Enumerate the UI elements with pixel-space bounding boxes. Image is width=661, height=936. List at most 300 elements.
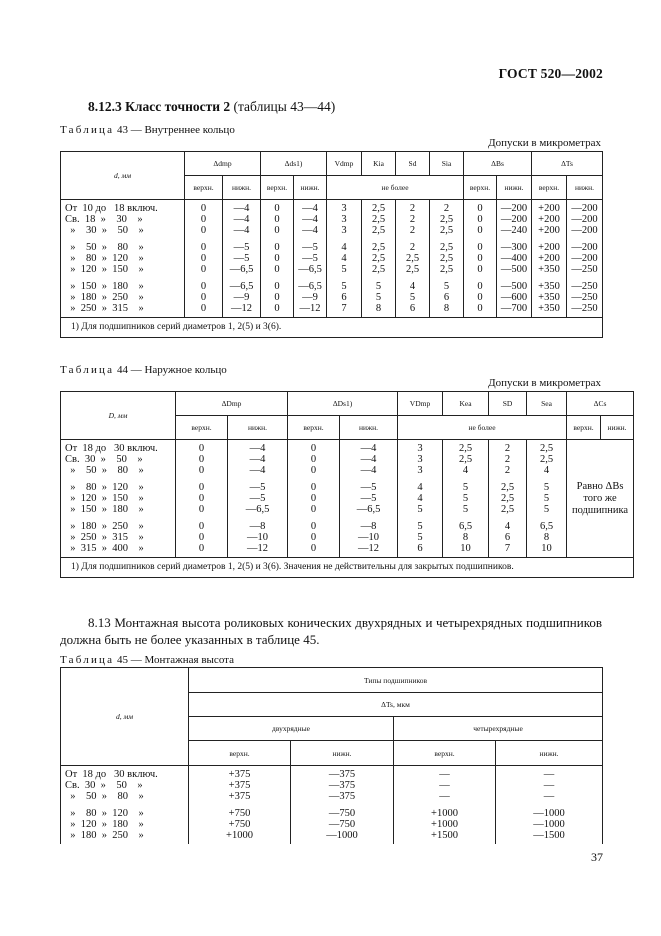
cell-value: —500 [500,281,528,292]
cell-value: 2 [504,465,511,476]
cell-value: —6,5 [298,264,322,275]
cell-value: 0 [198,465,205,476]
cell-value: —750 [328,819,356,830]
table45-h-lower: нижн. [496,741,603,766]
cell-value: +750 [228,819,251,830]
cell-value: 0 [200,203,207,214]
cell-value: —9 [302,292,318,303]
cell-value: 3 [341,203,347,214]
table43-h-lower: нижн. [223,176,261,200]
cell-value: 2,5 [371,242,386,253]
cell-value: —250 [571,264,598,275]
cell-value: 5 [462,504,469,515]
cell-value: 8 [543,532,550,543]
cell-value: 0 [200,225,207,236]
table43-caption [60,124,235,136]
table45-caption-rest: 45 — Монтажная высота [114,654,234,666]
cell-value: 0 [200,292,207,303]
cell-value: —375 [328,769,356,780]
cell-value: —200 [571,242,598,253]
cell-value: 0 [200,214,207,225]
table43-h-bs: ΔBs [464,152,532,176]
cell-value: — [543,769,555,780]
table44-h-lower: нижн. [228,416,288,440]
cell-value: » 250 » 315 » [65,303,144,314]
table43-h-not-more: не более [327,176,464,200]
cell-value: 4 [543,465,550,476]
table44-h-upper: верхн. [176,416,228,440]
cell-value: 2,5 [371,253,386,264]
cell-value: 5 [341,264,347,275]
cell-value: 5 [543,504,550,515]
cell-value: 0 [477,253,483,264]
table44-h-sd: SD [489,392,527,416]
cell-value: 4 [409,281,416,292]
cell-value: —4 [249,454,266,465]
table45-h-upper: верхн. [394,741,496,766]
cell-value: 0 [310,493,317,504]
cell-value: 0 [310,521,317,532]
cell-value: 5 [443,281,450,292]
cell-value: 8 [375,303,382,314]
cell-value: —500 [500,264,528,275]
cell-value: —4 [233,214,250,225]
table44-h-lower: нижн. [601,416,634,440]
table43-col-d: d, мм [61,152,185,200]
cell-value: 5 [462,482,469,493]
cell-value: +200 [538,214,560,225]
cell-value: —4 [249,465,266,476]
cell-value: —5 [233,253,250,264]
cell-value: +1500 [431,830,458,841]
table43-ds-lo [294,203,326,314]
table45-col-d: d, мм [61,668,189,766]
cell-value: —1000 [326,830,358,841]
table45-h-types: Типы подшипников [189,668,603,693]
cell-value: —4 [360,443,377,454]
cell-value: 6,5 [458,521,473,532]
cell-value: 0 [274,281,280,292]
cell-value: 2,5 [439,214,454,225]
section-title [88,99,335,115]
cell-value: 6 [341,292,347,303]
cell-value: —700 [500,303,528,314]
cell-value: » 250 » 315 » [65,532,144,543]
cell-value: —6,5 [229,281,254,292]
table44-h-upper: верхн. [288,416,340,440]
cell-value: 0 [477,303,483,314]
table43-d-lines [65,203,184,314]
cell-value: 0 [200,253,207,264]
table43-h-upper: верхн. [532,176,567,200]
cell-value: 2,5 [539,443,554,454]
cell-value: —5 [302,242,318,253]
cell-value: » 30 » 50 » [65,225,144,236]
table44-tolerance-note: Допуски в микрометрах [488,377,601,389]
table43-d-cell [61,200,185,318]
section-ref: (таблицы 43—44) [233,99,336,114]
cell-value: » 80 » 120 » [65,482,144,493]
table44-sea [527,443,566,554]
cell-value: 0 [198,482,205,493]
paragraph-8-13 [60,614,602,648]
cell-value: 0 [198,493,205,504]
cell-value: 2,5 [371,264,386,275]
table44-h-ds: ΔDs1) [288,392,398,416]
cell-value: +350 [538,264,560,275]
cell-value: 3 [417,443,423,454]
cell-value: —200 [571,203,598,214]
cell-value: 8 [443,303,450,314]
cell-value: 5 [409,292,416,303]
table43-sia [430,203,463,314]
table43-h-upper: верхн. [464,176,497,200]
cell-value: 6 [504,532,511,543]
table44-dmp-up [176,443,227,554]
table45-h-lower: нижн. [291,741,394,766]
cell-value: 0 [274,253,280,264]
cell-value: —5 [360,493,377,504]
table44-d-lines [65,443,175,554]
cell-value: 2 [409,214,416,225]
cell-value: 3 [341,225,347,236]
cell-value: 0 [310,532,317,543]
cell-value: » 120 » 150 » [65,493,144,504]
cell-value: 5 [417,504,423,515]
cell-value: —10 [358,532,380,543]
cell-value: 4 [417,482,423,493]
cell-value: —4 [302,225,318,236]
cell-value: 2,5 [439,225,454,236]
cell-value: 2,5 [500,504,515,515]
cell-value: 4 [462,465,469,476]
cell-value: 0 [310,465,317,476]
cell-value: 0 [198,521,205,532]
table43-kia [362,203,395,314]
table44-h-upper: верхн. [567,416,601,440]
cell-value: 0 [198,543,205,554]
table43-h-upper: верхн. [261,176,294,200]
cell-value: 0 [274,303,280,314]
cell-value: —200 [571,253,598,264]
table43-h-lower: нижн. [294,176,327,200]
table45-h-double: двухрядные [189,717,394,741]
cell-value: 2,5 [371,214,386,225]
table44-dmp-lo [228,443,287,554]
table43-h-vdmp: Vdmp [327,152,362,176]
cell-value: 7 [341,303,347,314]
table45-dr-up [189,769,290,841]
section-heading: Класс точности 2 [125,99,231,114]
cell-value: —12 [358,543,380,554]
cell-value: 0 [310,504,317,515]
cell-value: +350 [538,303,560,314]
paragraph-text: Монтажная высота роликовых конических двухрядных и четырехрядных подшипников должна быть не более указанных в таблице 45. [60,615,603,647]
table44-ds-up [288,443,339,554]
table44-footnote: 1) Для подшипников серий диаметров 1, 2(5) и 3(6). Значения не действительны для закрытых подшипников. [61,558,634,578]
cell-value: 0 [200,242,207,253]
cell-value: +1000 [431,808,458,819]
cell-value: » 50 » 80 » [65,242,144,253]
cell-value: —5 [249,493,266,504]
cell-value: —12 [299,303,321,314]
table45 [60,667,603,844]
table44-h-dmp: ΔDmp [176,392,288,416]
table43-footnote: 1) Для подшипников серий диаметров 1, 2(5) и 3(6). [61,318,603,338]
cell-value: 6 [443,292,450,303]
cell-value: +375 [228,769,251,780]
cell-value: 3 [417,465,423,476]
cell-value: 2,5 [405,253,420,264]
table43-ts-lo [567,203,602,314]
table43-bs-lo [497,203,531,314]
cell-value: 0 [198,504,205,515]
table43-sd [396,203,429,314]
cell-value: 5 [543,493,550,504]
cell-value: —5 [249,482,266,493]
cell-value: 10 [460,543,471,554]
cell-value: 8 [462,532,469,543]
table43-ts-up [532,203,566,314]
cell-value: +200 [538,203,560,214]
cell-value: 2,5 [458,454,473,465]
cell-value: 0 [477,281,483,292]
cell-value: —300 [500,242,528,253]
cell-value: —4 [249,443,266,454]
cell-value: +375 [228,791,251,802]
cell-value: —9 [233,292,250,303]
table44-h-kea: Kea [443,392,489,416]
cell-value: —375 [328,780,356,791]
table44-sd [489,443,526,554]
table43-h-lower: нижн. [567,176,603,200]
cell-value: 0 [200,303,207,314]
cell-value: » 180 » 250 » [65,292,144,303]
cell-value: 2 [409,203,416,214]
cell-value: 0 [477,242,483,253]
cell-value: +375 [228,780,251,791]
cell-value: 6 [409,303,416,314]
cell-value: —5 [360,482,377,493]
cell-value: 0 [477,264,483,275]
table43-h-sd: Sd [396,152,430,176]
cell-value: 0 [310,443,317,454]
cell-value: 0 [310,482,317,493]
cell-value: —8 [360,521,377,532]
cell-value: » 80 » 120 » [65,808,144,819]
cell-value: — [439,780,450,791]
cell-value: 6 [417,543,423,554]
cell-value: 0 [274,292,280,303]
cell-value: —4 [233,203,250,214]
cell-value: » 50 » 80 » [65,791,144,802]
cell-value: 5 [417,521,423,532]
table45-fr-up [394,769,495,841]
cell-value: —750 [328,808,356,819]
cell-value: —8 [249,521,266,532]
standard-header: ГОСТ 520—2002 [498,66,603,81]
cell-value: —250 [571,303,598,314]
cell-value: 0 [200,281,207,292]
cell-value: 0 [198,454,205,465]
cell-value: 2 [443,203,450,214]
cell-value: » 180 » 250 » [65,521,144,532]
table44-vdmp [398,443,442,554]
cell-value: 0 [200,264,207,275]
cell-value: 0 [198,443,205,454]
cell-value: —10 [247,532,268,543]
cell-value: 0 [274,203,280,214]
cell-value: +200 [538,225,560,236]
table44-h-vdmp: VDmp [398,392,443,416]
table43-ds-up [261,203,293,314]
cell-value: 0 [274,264,280,275]
table43-caption-label: Таблица [60,124,115,136]
cell-value: 4 [341,242,347,253]
cell-value: +350 [538,292,560,303]
table43-caption-rest: 43 — Внутреннее кольцо [114,124,235,136]
table43 [60,151,603,338]
cell-value: 5 [462,493,469,504]
cell-value: 2 [409,225,416,236]
cell-value: От 10 до 18 включ. [65,203,158,214]
cell-value: 5 [375,281,382,292]
cell-value: 2,5 [539,454,554,465]
cell-value: 2,5 [500,493,515,504]
table44-caption-rest: 44 — Наружное кольцо [114,364,227,376]
table44-col-d: D, мм [61,392,176,440]
cell-value: » 180 » 250 » [65,830,144,841]
cell-value: 7 [504,543,511,554]
table43-h-dmp: Δdmp [185,152,261,176]
cell-value: 5 [375,292,382,303]
table45-caption-label: Таблица [60,654,115,666]
table43-dmp-up [185,203,222,314]
cell-value: 2,5 [371,203,386,214]
cell-value: » 120 » 180 » [65,819,144,830]
cell-value: —5 [233,242,250,253]
cell-value: Св. 18 » 30 » [65,214,143,225]
cell-value: —12 [231,303,252,314]
cell-value: +1000 [431,819,458,830]
table45-caption [60,654,234,666]
table44-caption-label: Таблица [60,364,115,376]
cell-value: —4 [233,225,250,236]
cell-value: 0 [310,543,317,554]
cell-value: 2,5 [458,443,473,454]
cell-value: —250 [571,292,598,303]
paragraph-number: 8.13 [88,615,111,630]
cell-value: +1000 [226,830,253,841]
cell-value: 2 [409,242,416,253]
cell-value: —400 [500,253,528,264]
cell-value: 2 [504,443,511,454]
cell-value: Св. 30 » 50 » [65,780,143,791]
cell-value: » 150 » 180 » [65,281,144,292]
cell-value: 0 [477,292,483,303]
table44-cs-note: Равно ΔBs того же подшипника [567,440,634,558]
cell-value: —6,5 [229,264,254,275]
cell-value: » 80 » 120 » [65,253,144,264]
table44-h-lower: нижн. [340,416,398,440]
table45-h-upper: верхн. [189,741,291,766]
table44-h-sea: Sea [527,392,567,416]
cell-value: —4 [360,454,377,465]
cell-value: » 315 » 400 » [65,543,144,554]
table43-dmp-lo [223,203,260,314]
cell-value: +200 [538,253,560,264]
cell-value: 4 [504,521,511,532]
cell-value: —600 [500,292,528,303]
cell-value: » 150 » 180 » [65,504,144,515]
table44-caption [60,364,227,376]
table45-d-lines [65,769,188,841]
cell-value: —375 [328,791,356,802]
cell-value: —240 [500,225,528,236]
table45-fr-lo [496,769,602,841]
cell-value: » 120 » 150 » [65,264,144,275]
cell-value: +200 [538,242,560,253]
cell-value: —200 [500,203,528,214]
cell-value: 10 [541,543,552,554]
table44-h-not-more: не более [398,416,567,440]
table43-tolerance-note: Допуски в микрометрах [488,137,601,149]
cell-value: 0 [310,454,317,465]
cell-value: 5 [417,532,423,543]
cell-value: » 50 » 80 » [65,465,144,476]
cell-value: —6,5 [245,504,270,515]
table45-dr-lo [291,769,393,841]
section-number: 8.12.3 [88,99,122,114]
cell-value: — [439,791,450,802]
cell-value: 0 [274,225,280,236]
cell-value: —1000 [533,819,565,830]
cell-value: 4 [417,493,423,504]
cell-value: От 18 до 30 включ. [65,443,158,454]
table43-h-ts: ΔTs [532,152,603,176]
cell-value: 0 [198,532,205,543]
cell-value: 2,5 [371,225,386,236]
cell-value: —4 [302,214,318,225]
cell-value: 0 [274,214,280,225]
table44 [60,391,634,578]
cell-value: 2,5 [405,264,420,275]
cell-value: 3 [417,454,423,465]
cell-value: 0 [477,214,483,225]
cell-value: 5 [341,281,347,292]
cell-value: —200 [571,225,598,236]
cell-value: 2,5 [439,242,454,253]
table43-h-ds: Δds1) [261,152,327,176]
cell-value: —5 [302,253,318,264]
cell-value: +350 [538,281,560,292]
cell-value: 0 [274,242,280,253]
table43-h-sia: Sia [430,152,464,176]
cell-value: 2 [504,454,511,465]
cell-value: — [543,780,555,791]
table44-ds-lo [340,443,397,554]
table45-h-four: четырехрядные [394,717,603,741]
table43-h-kia: Kia [362,152,396,176]
table44-h-cs: ΔCs [567,392,634,416]
cell-value: —1500 [533,830,565,841]
table45-h-ts: ΔTs, мкм [189,693,603,717]
cell-value: 2,5 [500,482,515,493]
cell-value: 2,5 [439,264,454,275]
table43-bs-up [464,203,496,314]
cell-value: 3 [341,214,347,225]
table43-h-upper: верхн. [185,176,223,200]
